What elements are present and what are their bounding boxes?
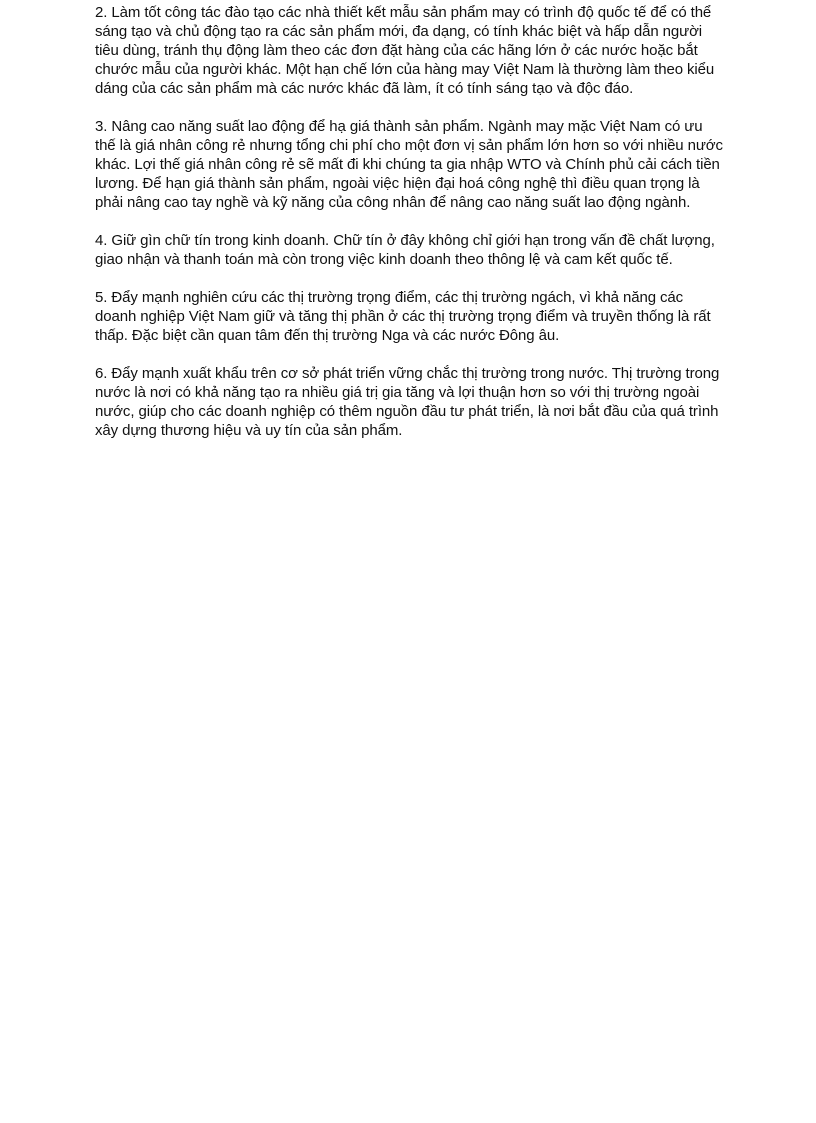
paragraph-6: 6. Đẩy mạnh xuất khẩu trên cơ sở phát triển vững chắc thị trường trong nước. Thị trường trong nước là nơi có khả năng tạo ra nhiều giá trị gia tăng và lợi thuận hơn so với thị trường ngoài nước, giúp cho các doanh nghiệp có thêm nguồn đầu tư phát triển, là nơi bắt đầu của quá trình xây dựng thương hiệu và uy tín của sản phẩm.	[95, 365, 720, 439]
document-body	[95, 3, 725, 459]
paragraph-2: 2. Làm tốt công tác đào tạo các nhà thiết kết mẫu sản phẩm may có trình độ quốc tế để có thể sáng tạo và chủ động tạo ra các sản phẩm mới, đa dạng, có tính khác biệt và hấp dẫn người tiêu dùng, tránh thụ động làm theo các đơn đặt hàng của các hãng lớn ở các nước hoặc bắt chước mẫu của người khác. Một hạn chế lớn của hàng may Việt Nam là thường làm theo kiểu dáng của các sản phẩm mà các nước khác đã làm, ít có tính sáng tạo và độc đáo.	[95, 4, 715, 97]
paragraph-3: 3. Nâng cao năng suất lao động để hạ giá thành sản phẩm. Ngành may mặc Việt Nam có ưu thế là giá nhân công rẻ nhưng tổng chi phí cho một đơn vị sản phẩm lớn hơn so với nhiều nước khác. Lợi thế giá nhân công rẻ sẽ mất đi khi chúng ta gia nhập WTO và Chính phủ cải cách tiền lương. Để hạn giá thành sản phẩm, ngoài việc hiện đại hoá công nghệ thì điều quan trọng là phải nâng cao tay nghề và kỹ năng của công nhân để nâng cao năng suất lao động ngành.	[95, 118, 723, 211]
paragraph-4: 4. Giữ gìn chữ tín trong kinh doanh. Chữ tín ở đây không chỉ giới hạn trong vấn đề chất lượng, giao nhận và thanh toán mà còn trong việc kinh doanh theo thông lệ và cam kết quốc tế.	[95, 232, 715, 268]
paragraph-5: 5. Đẩy mạnh nghiên cứu các thị trường trọng điểm, các thị trường ngách, vì khả năng các doanh nghiệp Việt Nam giữ và tăng thị phần ở các thị trường trọng điểm và truyền thống là rất thấp. Đặc biệt cần quan tâm đến thị trường Nga và các nước Đông âu.	[95, 289, 711, 344]
